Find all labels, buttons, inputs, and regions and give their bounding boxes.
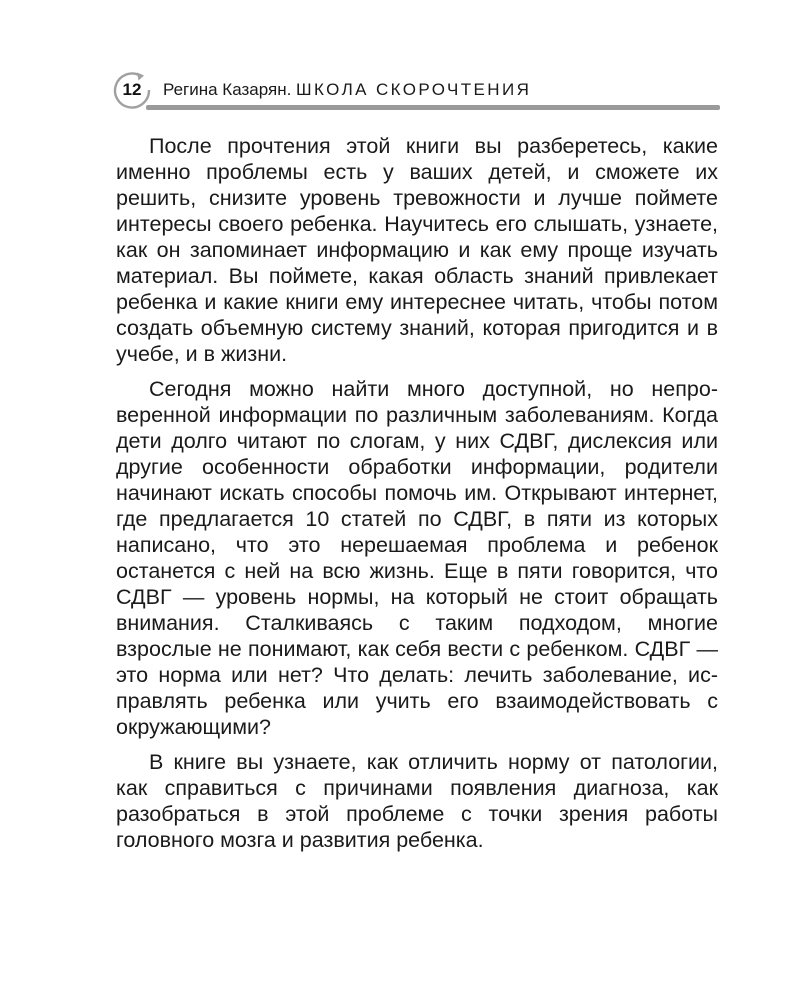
paragraph-2: Сегодня можно найти много доступной, но непроверенной информации по различным заболеваниям. Когда дети долго читают по слогам, у них СДВГ, дислексия или другие особенности обработки информации, родители начинают искать способы помочь им. Открывают интернет, где предлагается 10 статей по СДВГ, в пяти из которых написано, что это нерешаемая проблема и ребенок останется с ней на всю жизнь. Еще в пяти говорится, что СДВГ — уровень нормы, на который не стоит обращать внимания. Сталкиваясь с таким подходом, многие взрослые не понимают, как себя вести с ребенком. СДВГ — это норма или нет? Что делать: лечить заболевание, исправлять ребенка или учить его взаимодействовать с окружающими?: [116, 377, 718, 739]
page-number-badge: [112, 70, 152, 110]
header-rule: [146, 105, 720, 110]
paragraph-3: В книге вы узнаете, как отличить норму от патологии, как справиться с причинами появления диагноза, как разобраться в этой проблеме с точки зрения работы головного мозга и развития ребенка.: [116, 750, 718, 852]
page-header: [112, 70, 720, 112]
series-title: ШКОЛА СКОРОЧТЕНИЯ: [296, 80, 532, 99]
running-head: [163, 80, 531, 100]
page-number: 12: [122, 80, 142, 99]
author-name: Регина Казарян.: [163, 80, 292, 99]
paragraph-1: После прочтения этой книги вы разберетесь, какие именно проблемы есть у ваших детей, и сможете их решить, снизите уровень тревожности и лучше поймете интересы своего ребенка. Научитесь его слышать, узнаете, как он запоминает информацию и как ему проще изучать материал. Вы поймете, какая область знаний привлекает ребенка и какие книги ему интереснее читать, чтобы потом создать объемную систему знаний, которая пригодится и в учебе, и в жизни.: [116, 134, 718, 366]
body-text: [116, 133, 718, 862]
